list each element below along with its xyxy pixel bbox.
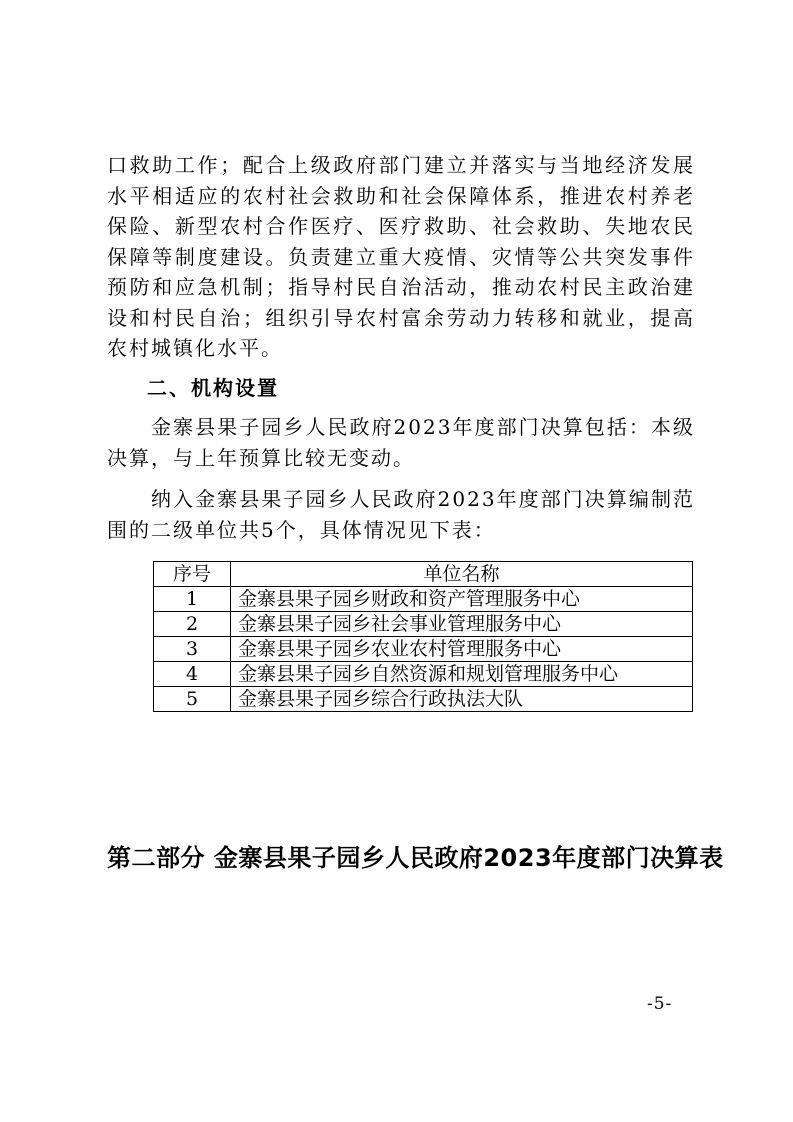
cell-unit-name: 金寨县果子园乡综合行政执法大队 (231, 687, 693, 712)
cell-seq: 3 (154, 637, 231, 662)
table-header-row (154, 562, 693, 587)
cell-seq: 2 (154, 612, 231, 637)
cell-unit-name: 金寨县果子园乡社会事业管理服务中心 (231, 612, 693, 637)
paragraph-responsibilities: 口救助工作；配合上级政府部门建立并落实与当地经济发展水平相适应的农村社会救助和社会保障体系，推进农村养老保险、新型农村合作医疗、医疗救助、社会救助、失地农民保障等制度建设。负责建立重大疫情、灾情等公共突发事件预防和应急机制；指导村民自治活动，推动农村民主政治建设和村民自治；组织引导农村富余劳动力转移和就业，提高农村城镇化水平。 (107, 153, 695, 360)
cell-seq: 4 (154, 662, 231, 687)
cell-seq: 1 (154, 587, 231, 612)
table-row (154, 612, 693, 637)
section-heading: 二、机构设置 (147, 376, 279, 400)
page-number: -5- (647, 994, 673, 1014)
cell-seq: 5 (154, 687, 231, 712)
table-row (154, 637, 693, 662)
table-row (154, 687, 693, 712)
cell-unit-name: 金寨县果子园乡自然资源和规划管理服务中心 (231, 662, 693, 687)
header-seq: 序号 (154, 562, 231, 587)
units-table (153, 561, 693, 712)
cell-unit-name: 金寨县果子园乡财政和资产管理服务中心 (231, 587, 693, 612)
paragraph-units-intro: 纳入金寨县果子园乡人民政府2023年度部门决算编制范围的二级单位共5个，具体情况见下表： (107, 487, 695, 542)
paragraph-budget-scope: 金寨县果子园乡人民政府2023年度部门决算包括：本级决算，与上年预算比较无变动。 (107, 415, 695, 470)
table-row (154, 587, 693, 612)
part-title: 第二部分 金寨县果子园乡人民政府2023年度部门决算表 (107, 844, 724, 872)
header-unit-name: 单位名称 (231, 562, 693, 587)
table-row (154, 662, 693, 687)
cell-unit-name: 金寨县果子园乡农业农村管理服务中心 (231, 637, 693, 662)
